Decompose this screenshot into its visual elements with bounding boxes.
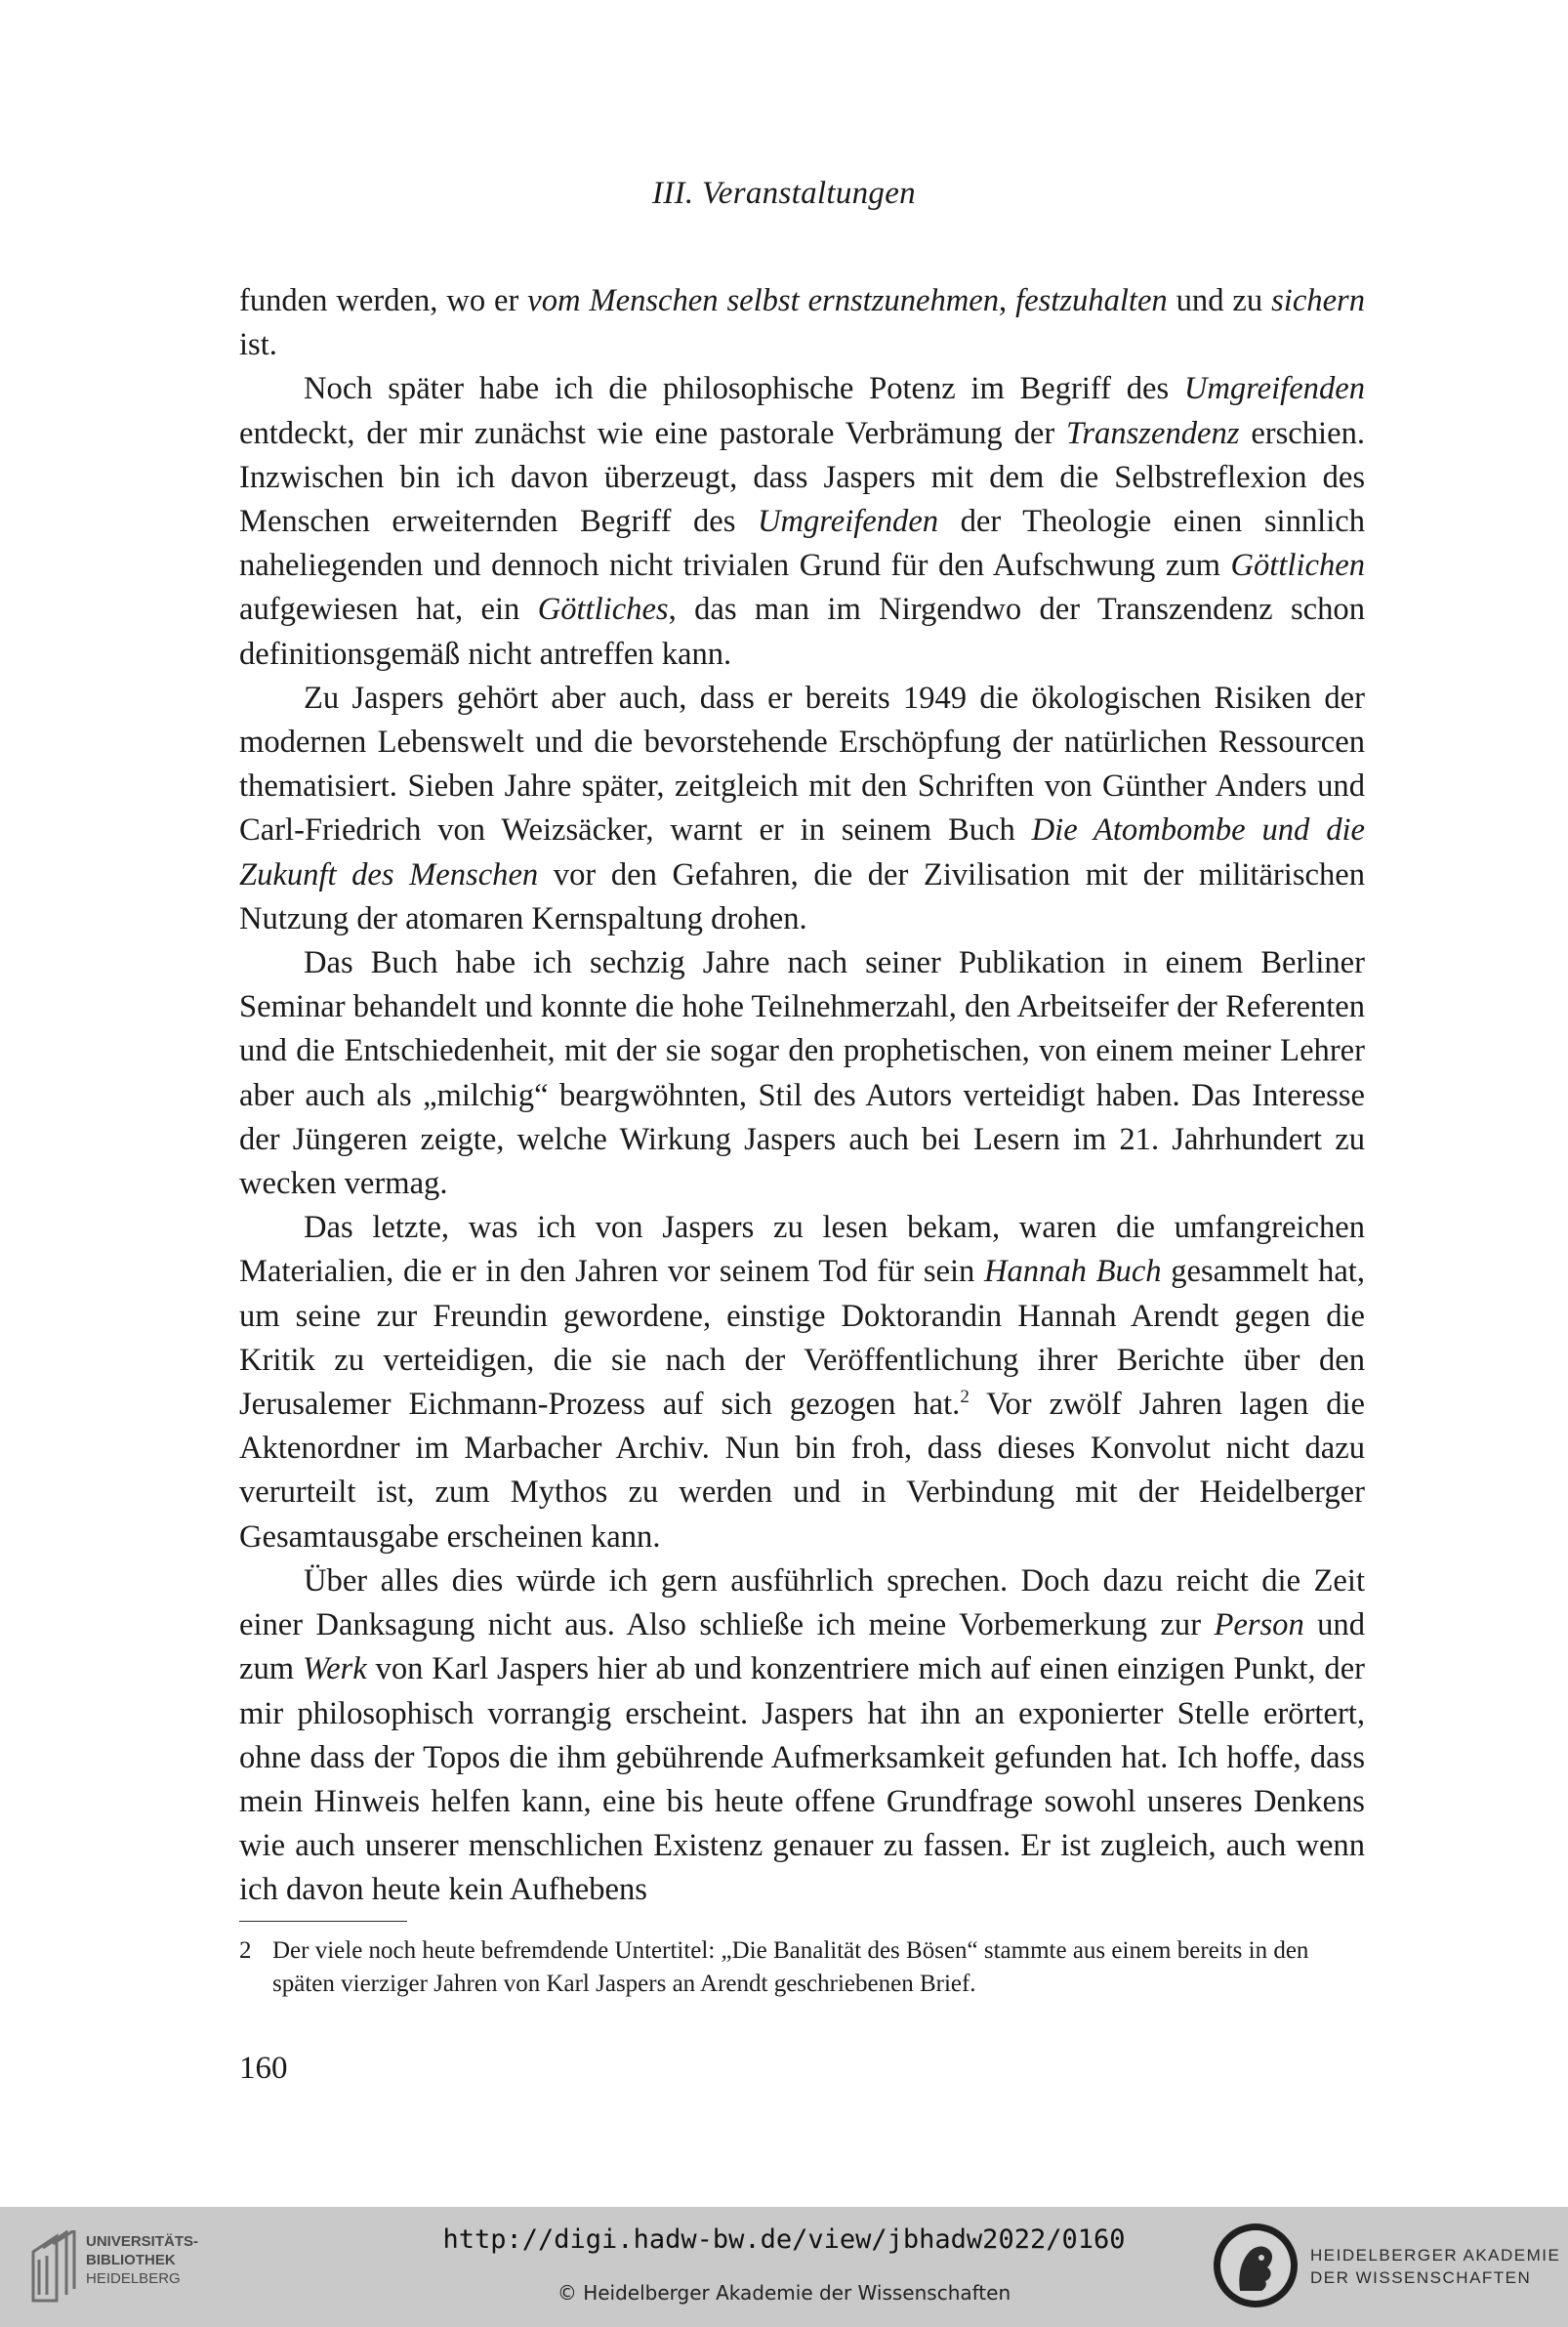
text-run: Vor zwölf Jahren lagen die Aktenordner im Marbacher Archiv. Nun bin froh, dass dieses Konvolut nicht dazu verurteilt ist, zum Mythos zu werden und in Verbindung mit der Heidelberger Gesamtausgabe erscheinen kann. (239, 1387, 1365, 1555)
text-run: ist. (239, 327, 277, 363)
logo-text-line: BIBLIOTHEK (86, 2252, 176, 2268)
paragraph-1 (239, 279, 1365, 367)
academy-logo-text (1310, 2244, 1560, 2289)
text-run: und zu (1167, 283, 1272, 318)
paragraph-4 (239, 941, 1365, 1206)
text-run: , das man im Nirgendwo der Transzendenz schon definitionsgemäß nicht antreffen kann. (239, 592, 1366, 672)
italic-run: vom Menschen selbst ernstzunehmen (527, 283, 1000, 318)
italic-run: Umgreifenden (757, 504, 939, 540)
text-run: Das letzte, was ich von Jaspers zu lesen bekam, waren die umfangreichen Materialien, die er in den Jahren vor seinem Tod für sein (239, 1210, 1365, 1290)
text-run: Noch später habe ich die philosophische Potenz im Begriff des (304, 371, 1184, 407)
paragraph-2 (239, 367, 1365, 676)
text-run: Das Buch habe ich sechzig Jahre nach seiner Publikation in einem Berliner Seminar behandelt und konnte die hohe Teilnehmerzahl, den Arbeitseifer der Referenten und die Entschiedenheit, mit der sie sogar den prophetischen, von einem meiner Lehrer aber auch als „milchig“ beargwöhnten, Stil des Autors verteidigt haben. Das Interesse der Jüngeren zeigte, welche Wirkung Jaspers auch bei Lesern im 21. Jahrhundert zu wecken vermag. (239, 945, 1365, 1202)
logo-text-line: HEIDELBERGER AKADEMIE (1310, 2246, 1561, 2265)
footer-bar (0, 2207, 1568, 2327)
paragraph-3 (239, 677, 1365, 941)
paragraph-6 (239, 1559, 1365, 1913)
logo-text-line: UNIVERSITÄTS- (86, 2233, 199, 2250)
text-run: Zu Jaspers gehört aber auch, dass er bereits 1949 die ökologischen Risiken der modernen Lebenswelt und die bevorstehende Erschöpfung der natürlichen Ressourcen thematisiert. Sieben Jahre später, zeitgleich mit den Schriften von Günther Anders und Carl-Friedrich von Weizsäcker, warnt er in seinem Buch (239, 680, 1365, 849)
text-run: vor den Gefahren, die der Zivilisation mit der militärischen Nutzung der atomaren Kernspaltung drohen. (239, 856, 1366, 936)
footnote (239, 1934, 1365, 2001)
footnote-reference[interactable]: 2 (960, 1387, 970, 1408)
text-run: erschien. Inzwischen bin ich davon überzeugt, dass Jaspers mit dem die Selbstreflexion des Menschen erweiternden Begriff des (239, 415, 1366, 540)
copyright-notice: © Heidelberger Akademie der Wissenschaften (557, 2281, 1011, 2305)
logo-text-line: DER WISSENSCHAFTEN (1310, 2268, 1532, 2287)
paragraph-5 (239, 1206, 1365, 1559)
text-run: gesammelt hat, um seine zur Freundin gewordene, einstige Doktorandin Hannah Arendt gegen die Kritik zu verteidigen, die sie nach der Veröffentlichung ihrer Berichte über den Jerusalemer Eichmann-Prozess auf sich gezogen hat. (239, 1254, 1365, 1423)
text-run: Über alles dies würde ich gern ausführlich sprechen. Doch dazu reicht die Zeit einer Danksagung nicht aus. Also schließe ich meine Vorbemerkung zur (239, 1562, 1365, 1643)
permalink-url[interactable]: http://digi.hadw-bw.de/view/jbhadw2022/0160 (442, 2224, 1126, 2255)
text-run: entdeckt, der mir zunächst wie eine pastorale Verbrämung der (239, 415, 1067, 451)
italic-run: Die Atombombe und die Zukunft des Menschen (239, 812, 1365, 893)
footnote-number: 2 (239, 1937, 252, 1964)
italic-run: Hannah Buch (983, 1254, 1162, 1290)
text-run: aufgewiesen hat, ein (239, 592, 538, 628)
footnote-text: Der viele noch heute befremdende Untertitel: „Die Banalität des Bösen“ stammte aus einem bereits in den späten vierziger Jahren von Karl Jaspers an Arendt geschriebenen Brief. (272, 1937, 1309, 1997)
logo-text-line: HEIDELBERG (86, 2270, 181, 2287)
italic-run: sichern (1271, 283, 1365, 318)
text-run: von Karl Jaspers hier ab und konzentriere mich auf einen einzigen Punkt, der mir philosophisch vorrangig erscheint. Jaspers hat ihn an exponierter Stelle erörtert, ohne dass der Topos die ihm gebührende Aufmerksamkeit gefunden hat. Ich hoffe, dass mein Hinweis helfen kann, eine bis heute offene Grundfrage sowohl unseres Denkens wie auch unserer menschlichen Existenz genauer zu fassen. Er ist zugleich, auch wenn ich davon heute kein Aufhebens (239, 1651, 1365, 1908)
text-run: funden werden, wo er (239, 283, 528, 318)
italic-run: Werk (302, 1651, 367, 1687)
italic-run: Person (1214, 1607, 1304, 1643)
footnote-separator (239, 1921, 407, 1922)
academy-seal-icon (1211, 2221, 1300, 2310)
italic-run: Göttliches (537, 592, 669, 628)
italic-run: Transzendenz (1066, 415, 1240, 451)
running-header: III. Veranstaltungen (652, 176, 916, 211)
main-text (239, 279, 1365, 1913)
text-run: , (999, 283, 1016, 318)
page-number: 160 (239, 2051, 288, 2086)
italic-run: Göttlichen (1230, 548, 1365, 584)
italic-run: festzuhalten (1015, 283, 1168, 318)
text-run: der Theologie einen sinnlich naheliegenden und dennoch nicht trivialen Grund für den Aufschwung zum (239, 504, 1365, 584)
italic-run: Umgreifenden (1183, 371, 1365, 407)
text-run: und zum (239, 1607, 1365, 1687)
